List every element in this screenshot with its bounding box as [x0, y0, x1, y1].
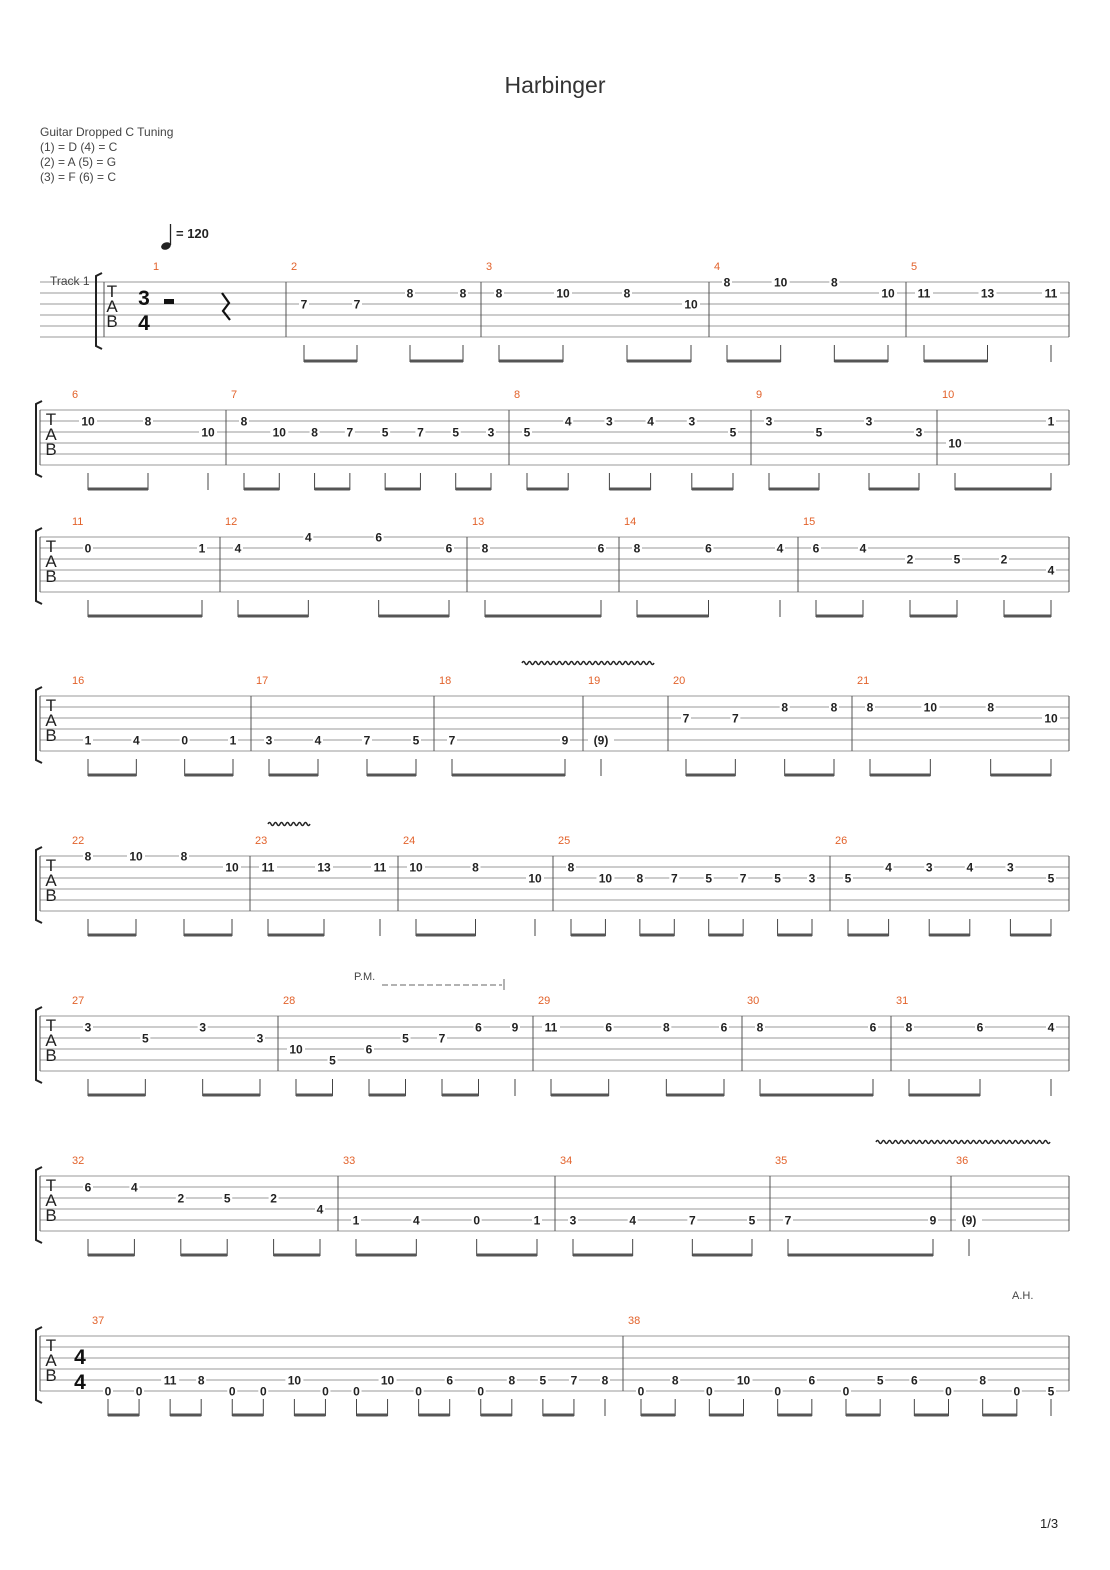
- fret-number: 11: [917, 286, 931, 301]
- fret-number: 7: [353, 297, 361, 312]
- fret-number: 8: [481, 541, 489, 556]
- fret-number: 8: [866, 700, 874, 715]
- fret-number: 10: [556, 286, 570, 301]
- measure-number: 1: [153, 261, 160, 273]
- fret-number: 10: [736, 1373, 751, 1388]
- fret-number: 10: [201, 425, 215, 440]
- fret-number: (9): [961, 1213, 977, 1228]
- tab-clef-letter: B: [45, 440, 57, 459]
- tab-clef-letter: B: [45, 726, 57, 745]
- fret-number: 10: [684, 297, 698, 312]
- fret-number: 4: [316, 1202, 324, 1217]
- fret-number: 0: [353, 1384, 360, 1399]
- measure-number: 14: [624, 516, 637, 528]
- fret-number: 10: [1044, 711, 1058, 726]
- fret-number: 0: [1013, 1384, 1021, 1399]
- fret-number: 8: [144, 414, 152, 429]
- measure-number: 22: [72, 835, 85, 847]
- fret-number: 8: [84, 849, 92, 864]
- fret-number: 8: [987, 700, 995, 715]
- tab-system: [36, 528, 1069, 617]
- fret-number: 3: [606, 414, 613, 429]
- tab-clef-letter: T: [45, 696, 57, 715]
- fret-number: 0: [705, 1384, 713, 1399]
- system-bracket: [36, 847, 42, 923]
- fret-number: 1: [229, 733, 237, 748]
- fret-number: 4: [314, 733, 322, 748]
- fret-number: 10: [81, 414, 95, 429]
- fret-number: 3: [84, 1020, 92, 1035]
- fret-number: 5: [329, 1053, 336, 1068]
- fret-number: 11: [1044, 286, 1058, 301]
- fret-number: 8: [662, 1020, 670, 1035]
- fret-number: 7: [670, 871, 678, 886]
- fret-number: 8: [671, 1373, 679, 1388]
- fret-number: 5: [774, 871, 781, 886]
- fret-number: 10: [289, 1042, 303, 1057]
- track-label: Track 1: [50, 274, 90, 288]
- measure-number: 23: [255, 835, 268, 847]
- system-bracket: [36, 1007, 42, 1083]
- fret-number: 1: [533, 1213, 541, 1228]
- fret-number: 3: [865, 414, 873, 429]
- fret-number: 10: [129, 849, 143, 864]
- fret-number: 3: [256, 1031, 264, 1046]
- fret-number: 8: [567, 860, 575, 875]
- fret-number: 10: [881, 286, 895, 301]
- vibrato-mark: [522, 662, 654, 665]
- fret-number: 7: [682, 711, 690, 726]
- tab-clef-letter: B: [45, 1046, 57, 1065]
- measure-number: 17: [256, 675, 269, 687]
- measure-number: 5: [911, 261, 918, 273]
- fret-number: 8: [623, 286, 631, 301]
- fret-number: 8: [830, 275, 838, 290]
- tempo-marking: = 120: [176, 226, 209, 241]
- fret-number: 4: [304, 530, 312, 545]
- vibrato-mark: [268, 823, 310, 826]
- measure-number: 18: [439, 675, 452, 687]
- fret-number: 10: [528, 871, 542, 886]
- tab-clef-letter: T: [45, 410, 57, 429]
- measure-number: 12: [225, 516, 238, 528]
- measure-number: 26: [835, 835, 848, 847]
- tab-clef-letter: A: [45, 711, 57, 730]
- measure-number: 20: [673, 675, 686, 687]
- fret-number: 5: [539, 1373, 547, 1388]
- fret-number: 3: [925, 860, 933, 875]
- fret-number: 8: [240, 414, 248, 429]
- fret-number: 9: [511, 1020, 519, 1035]
- tab-clef-letter: A: [45, 552, 57, 571]
- tab-system: [36, 1167, 1069, 1256]
- measure-number: 3: [486, 261, 493, 273]
- fret-number: 13: [980, 286, 995, 301]
- measure-number: 10: [942, 389, 955, 401]
- fret-number: 3: [915, 425, 923, 440]
- fret-number: 0: [637, 1384, 645, 1399]
- tab-system: [36, 1327, 1069, 1416]
- fret-number: 8: [508, 1373, 516, 1388]
- fret-number: 6: [808, 1373, 816, 1388]
- measure-number: 32: [72, 1155, 85, 1167]
- fret-number: 6: [375, 530, 383, 545]
- tab-clef-letter: A: [45, 425, 57, 444]
- measure-number: 9: [756, 389, 763, 401]
- fret-number: 10: [598, 871, 613, 886]
- fret-number: 7: [417, 425, 424, 440]
- fret-number: 6: [605, 1020, 613, 1035]
- fret-number: 5: [876, 1373, 884, 1388]
- fret-number: 7: [300, 297, 308, 312]
- measure-number: 33: [343, 1155, 356, 1167]
- fret-number: 8: [601, 1373, 609, 1388]
- fret-number: 0: [135, 1384, 143, 1399]
- tab-clef-letter: B: [45, 567, 57, 586]
- fret-number: 7: [688, 1213, 696, 1228]
- fret-number: 4: [564, 414, 572, 429]
- fret-number: 0: [945, 1384, 952, 1399]
- quarter-rest-icon: [222, 293, 230, 320]
- fret-number: 11: [261, 860, 275, 875]
- fret-number: 9: [929, 1213, 937, 1228]
- fret-number: 7: [346, 425, 354, 440]
- fret-number: 8: [905, 1020, 913, 1035]
- fret-number: 5: [402, 1031, 409, 1046]
- measure-number: 6: [72, 389, 79, 401]
- tab-system: [36, 401, 1069, 490]
- measure-number: 2: [291, 261, 298, 273]
- fret-number: 1: [1047, 414, 1055, 429]
- fret-number: 8: [311, 425, 318, 440]
- tab-clef-letter: A: [45, 1191, 57, 1210]
- palm-mute-label: P.M.: [354, 971, 376, 983]
- page-number: 1/3: [1040, 1516, 1059, 1531]
- fret-number: 4: [885, 860, 892, 875]
- fret-number: 5: [953, 552, 961, 567]
- fret-number: 5: [223, 1191, 231, 1206]
- fret-number: 6: [910, 1373, 918, 1388]
- fret-number: 6: [705, 541, 712, 556]
- fret-number: 3: [1007, 860, 1014, 875]
- measure-number: 16: [72, 675, 85, 687]
- tuning-name: Guitar Dropped C Tuning: [40, 125, 174, 139]
- fret-number: 11: [544, 1020, 558, 1035]
- half-rest-icon: [164, 299, 174, 304]
- measure-number: 38: [628, 1315, 641, 1327]
- measure-number: 37: [92, 1315, 105, 1327]
- tuning-line-2: (2) = A (5) = G: [40, 155, 117, 169]
- fret-number: 6: [720, 1020, 728, 1035]
- system-bracket: [36, 687, 42, 763]
- tab-clef-letter: T: [45, 1176, 57, 1195]
- fret-number: 0: [415, 1384, 422, 1399]
- measure-number: 36: [956, 1155, 969, 1167]
- fret-number: 10: [948, 436, 962, 451]
- fret-number: 3: [765, 414, 773, 429]
- fret-number: 8: [406, 286, 414, 301]
- fret-number: 13: [317, 860, 331, 875]
- fret-number: 3: [265, 733, 273, 748]
- fret-number: 6: [84, 1180, 92, 1195]
- fret-number: 0: [228, 1384, 236, 1399]
- measure-number: 31: [896, 995, 909, 1007]
- fret-number: 3: [688, 414, 696, 429]
- fret-number: 0: [774, 1384, 782, 1399]
- fret-number: 10: [287, 1373, 302, 1388]
- measure-number: 13: [472, 516, 485, 528]
- song-title: Harbinger: [504, 72, 606, 98]
- fret-number: 5: [844, 871, 852, 886]
- fret-number: 8: [636, 871, 644, 886]
- fret-number: 4: [132, 733, 140, 748]
- fret-number: 3: [569, 1213, 577, 1228]
- tab-clef-letter: B: [45, 1206, 57, 1225]
- fret-number: 8: [197, 1373, 205, 1388]
- fret-number: 5: [705, 871, 713, 886]
- fret-number: 5: [815, 425, 823, 440]
- tab-clef-letter: T: [45, 856, 57, 875]
- measure-number: 29: [538, 995, 551, 1007]
- tab-clef-letter: B: [45, 1366, 57, 1385]
- fret-number: 0: [84, 541, 92, 556]
- fret-number: 6: [446, 1373, 454, 1388]
- fret-number: 11: [373, 860, 387, 875]
- fret-number: 3: [199, 1020, 207, 1035]
- time-signature-bottom: 4: [138, 312, 150, 335]
- tab-clef-letter: B: [45, 886, 57, 905]
- fret-number: 6: [365, 1042, 373, 1057]
- fret-number: 11: [163, 1373, 177, 1388]
- fret-number: 6: [976, 1020, 984, 1035]
- fret-number: 8: [472, 860, 479, 875]
- fret-number: 3: [487, 425, 495, 440]
- tab-clef-letter: A: [45, 871, 57, 890]
- fret-number: 10: [409, 860, 423, 875]
- fret-number: 10: [923, 700, 938, 715]
- measure-number: 27: [72, 995, 85, 1007]
- fret-number: 5: [1047, 871, 1055, 886]
- fret-number: 10: [225, 860, 239, 875]
- measure-number: 28: [283, 995, 296, 1007]
- fret-number: 9: [561, 733, 569, 748]
- measure-number: 15: [803, 516, 816, 528]
- fret-number: 1: [352, 1213, 360, 1228]
- fret-number: 8: [459, 286, 467, 301]
- fret-number: 7: [784, 1213, 792, 1228]
- fret-number: 5: [412, 733, 420, 748]
- fret-number: 4: [1047, 1020, 1055, 1035]
- fret-number: 4: [131, 1180, 138, 1195]
- tab-clef-letter: A: [45, 1351, 57, 1370]
- tab-clef-letter: A: [45, 1031, 57, 1050]
- tab-clef-letter: A: [106, 297, 118, 316]
- tab-clef-letter: T: [45, 537, 57, 556]
- system-bracket: [36, 528, 42, 604]
- fret-number: 1: [84, 733, 92, 748]
- fret-number: 0: [181, 733, 189, 748]
- fret-number: 8: [495, 286, 503, 301]
- fret-number: 8: [781, 700, 789, 715]
- measure-number: 11: [72, 516, 84, 528]
- fret-number: 4: [647, 414, 654, 429]
- fret-number: 7: [731, 711, 739, 726]
- vibrato-mark: [876, 1141, 1050, 1144]
- fret-number: 10: [380, 1373, 395, 1388]
- fret-number: 4: [776, 541, 784, 556]
- measure-number: 34: [560, 1155, 573, 1167]
- fret-number: 7: [739, 871, 747, 886]
- fret-number: 7: [570, 1373, 578, 1388]
- fret-number: 6: [475, 1020, 482, 1035]
- tab-clef-letter: T: [45, 1336, 57, 1355]
- system-bracket: [36, 1167, 42, 1243]
- fret-number: 8: [830, 700, 838, 715]
- fret-number: 3: [808, 871, 816, 886]
- fret-number: 0: [259, 1384, 267, 1399]
- fret-number: 5: [452, 425, 460, 440]
- fret-number: 7: [448, 733, 456, 748]
- measure-number: 4: [714, 261, 721, 273]
- measure-number: 7: [231, 389, 238, 401]
- measure-number: 19: [588, 675, 601, 687]
- fret-number: 0: [842, 1384, 850, 1399]
- measure-number: 24: [403, 835, 416, 847]
- fret-number: 0: [473, 1213, 481, 1228]
- fret-number: 4: [859, 541, 867, 556]
- fret-number: 5: [1047, 1384, 1055, 1399]
- fret-number: 4: [1047, 563, 1055, 578]
- fret-number: 2: [1000, 552, 1008, 567]
- fret-number: 6: [445, 541, 453, 556]
- fret-number: 4: [966, 860, 974, 875]
- fret-number: 1: [198, 541, 206, 556]
- tab-system: [36, 847, 1069, 936]
- tab-system: [36, 687, 1069, 776]
- measure-number: 21: [857, 675, 870, 687]
- fret-number: 4: [412, 1213, 420, 1228]
- fret-number: 5: [729, 425, 737, 440]
- measure-number: 35: [775, 1155, 788, 1167]
- fret-number: 6: [597, 541, 605, 556]
- fret-number: 2: [270, 1191, 277, 1206]
- fret-number: 5: [748, 1213, 756, 1228]
- fret-number: 6: [869, 1020, 877, 1035]
- fret-number: 7: [438, 1031, 446, 1046]
- tuning-line-3: (3) = F (6) = C: [40, 170, 117, 184]
- tab-clef-letter: B: [106, 312, 118, 331]
- fret-number: 8: [756, 1020, 764, 1035]
- fret-number: 0: [477, 1384, 485, 1399]
- fret-number: 5: [381, 425, 389, 440]
- system-bracket: [96, 273, 102, 349]
- fret-number: 7: [363, 733, 371, 748]
- time-signature-top: 3: [138, 287, 150, 310]
- fret-number: 10: [272, 425, 286, 440]
- tab-clef-letter: T: [45, 1016, 57, 1035]
- time-signature-bottom: 4: [74, 1371, 86, 1394]
- fret-number: 10: [773, 275, 788, 290]
- fret-number: 8: [180, 849, 188, 864]
- fret-number: 4: [234, 541, 242, 556]
- time-signature-top: 4: [74, 1346, 86, 1369]
- system-bracket: [36, 1327, 42, 1403]
- measure-number: 25: [558, 835, 571, 847]
- fret-number: 4: [629, 1213, 637, 1228]
- measure-number: 30: [747, 995, 760, 1007]
- measure-number: 8: [514, 389, 521, 401]
- fret-number: 0: [104, 1384, 112, 1399]
- fret-number: 6: [812, 541, 820, 556]
- system-bracket: [36, 401, 42, 477]
- fret-number: 2: [906, 552, 914, 567]
- tuning-line-1: (1) = D (4) = C: [40, 140, 118, 154]
- fret-number: 8: [633, 541, 641, 556]
- fret-number: 5: [141, 1031, 149, 1046]
- fret-number: 5: [523, 425, 531, 440]
- tab-clef-letter: T: [106, 282, 118, 301]
- fret-number: (9): [593, 733, 609, 748]
- tab-system: [40, 273, 1069, 362]
- fret-number: 8: [979, 1373, 987, 1388]
- fret-number: 8: [723, 275, 731, 290]
- fret-number: 2: [177, 1191, 185, 1206]
- fret-number: 0: [322, 1384, 329, 1399]
- harmonic-label: A.H.: [1012, 1290, 1034, 1302]
